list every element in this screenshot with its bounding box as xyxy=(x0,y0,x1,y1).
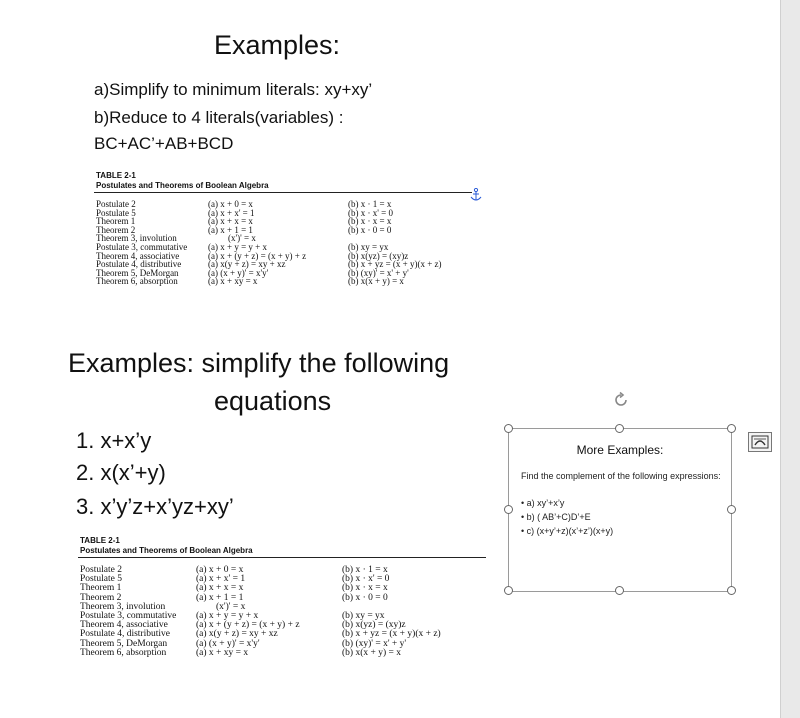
layout-options-icon xyxy=(749,433,771,451)
textbox-item-a: • a) xy’+x’y xyxy=(521,498,565,508)
resize-handle-top-left[interactable] xyxy=(504,424,513,433)
section-title-simplify: Examples: simplify the following xyxy=(68,348,450,378)
example-b-text: b)Reduce to 4 literals(variables) : xyxy=(94,108,344,127)
example-a-text: a)Simplify to minimum literals: xy+xy’ xyxy=(94,80,373,99)
textbox-item-c: • c) (x+y’+z)(x’+z’)(x+y) xyxy=(521,526,614,536)
table-top-rule xyxy=(94,192,472,193)
table2-caption: Postulates and Theorems of Boolean Algebra xyxy=(80,546,253,555)
resize-handle-bottom-right[interactable] xyxy=(727,586,736,595)
table2-label: TABLE 2-1 xyxy=(80,536,120,545)
rotate-handle-icon[interactable] xyxy=(612,391,630,409)
section-title-equations: equations xyxy=(214,386,332,416)
table2-col-b: (b) x · 1 = x (b) x · x' = 0 (b) x · x = x (b) x · 0 = 0 (b) xy = yx (b) x(yz) = (xy)z (b) x + yz = (x + y)(x + z) (b) (xy)' = x' + y' (b) x(x + y) = x xyxy=(342,565,441,658)
boolean-table-image-bottom[interactable] xyxy=(78,536,488,686)
resize-handle-bottom-left[interactable] xyxy=(504,586,513,595)
boolean-table-image-top[interactable] xyxy=(94,171,474,316)
resize-handle-top-right[interactable] xyxy=(727,424,736,433)
equation-3: 3. x’y’z+x’yz+xy’ xyxy=(76,494,234,519)
equation-1: 1. x+x’y xyxy=(76,428,152,453)
textbox-title: More Examples: xyxy=(576,443,664,457)
table2-names-column: Postulate 2 Postulate 5 Theorem 1 Theorem 2 Theorem 3, involution Postulate 3, commutative Theorem 4, associative Postulate 4, distributive Theorem 5, DeMorgan Theorem 6, absorption xyxy=(80,565,177,658)
table-label: TABLE 2-1 xyxy=(96,171,136,180)
resize-handle-bottom[interactable] xyxy=(615,586,624,595)
table-col-b: (b) x · 1 = x (b) x · x' = 0 (b) x · x = x (b) x · 0 = 0 (b) xy = yx (b) x(yz) = (xy)z (b) x + yz = (x + y)(x + z) (b) (xy)' = x' + y' (b) x(x + y) = x xyxy=(348,199,442,287)
table-names-column: Postulate 2 Postulate 5 Theorem 1 Theorem 2 Theorem 3, involution Postulate 3, commutative Theorem 4, associative Postulate 4, distributive Theorem 5, DeMorgan Theorem 6, absorption xyxy=(96,199,188,287)
table-col-a: (a) x + 0 = x (a) x + x' = 1 (a) x + x = x (a) x + 1 = 1 (x')' = x (a) x + y = y + x (a) x + (y + z) = (x + y) + z (a) x(y + z) = xy + xz (a) (x + y)' = x'y' (a) x + xy = x xyxy=(208,199,307,287)
resize-handle-left[interactable] xyxy=(504,505,513,514)
resize-handle-right[interactable] xyxy=(727,505,736,514)
example-b-expression: BC+AC’+AB+BCD xyxy=(94,134,234,153)
table-caption: Postulates and Theorems of Boolean Algebra xyxy=(96,181,269,190)
equation-2: 2. x(x’+y) xyxy=(76,460,166,485)
textbox-intro: Find the complement of the following expressions: xyxy=(521,471,721,481)
table2-col-a: (a) x + 0 = x (a) x + x' = 1 (a) x + x = x (a) x + 1 = 1 (x')' = x (a) x + y = y + x (a) x + (y + z) = (x + y) + z (a) x(y + z) = xy + xz (a) (x + y)' = x'y' (a) x + xy = x xyxy=(196,565,300,658)
resize-handle-top[interactable] xyxy=(615,424,624,433)
slide-title-examples: Examples: xyxy=(214,30,341,60)
scroll-pane-gutter[interactable] xyxy=(780,0,800,718)
more-examples-textbox[interactable] xyxy=(508,428,732,592)
table2-top-rule xyxy=(78,557,486,558)
anchor-icon[interactable] xyxy=(470,188,482,202)
textbox-item-b: • b) ( AB’+C)D’+E xyxy=(521,512,591,522)
layout-options-button[interactable] xyxy=(748,432,772,452)
